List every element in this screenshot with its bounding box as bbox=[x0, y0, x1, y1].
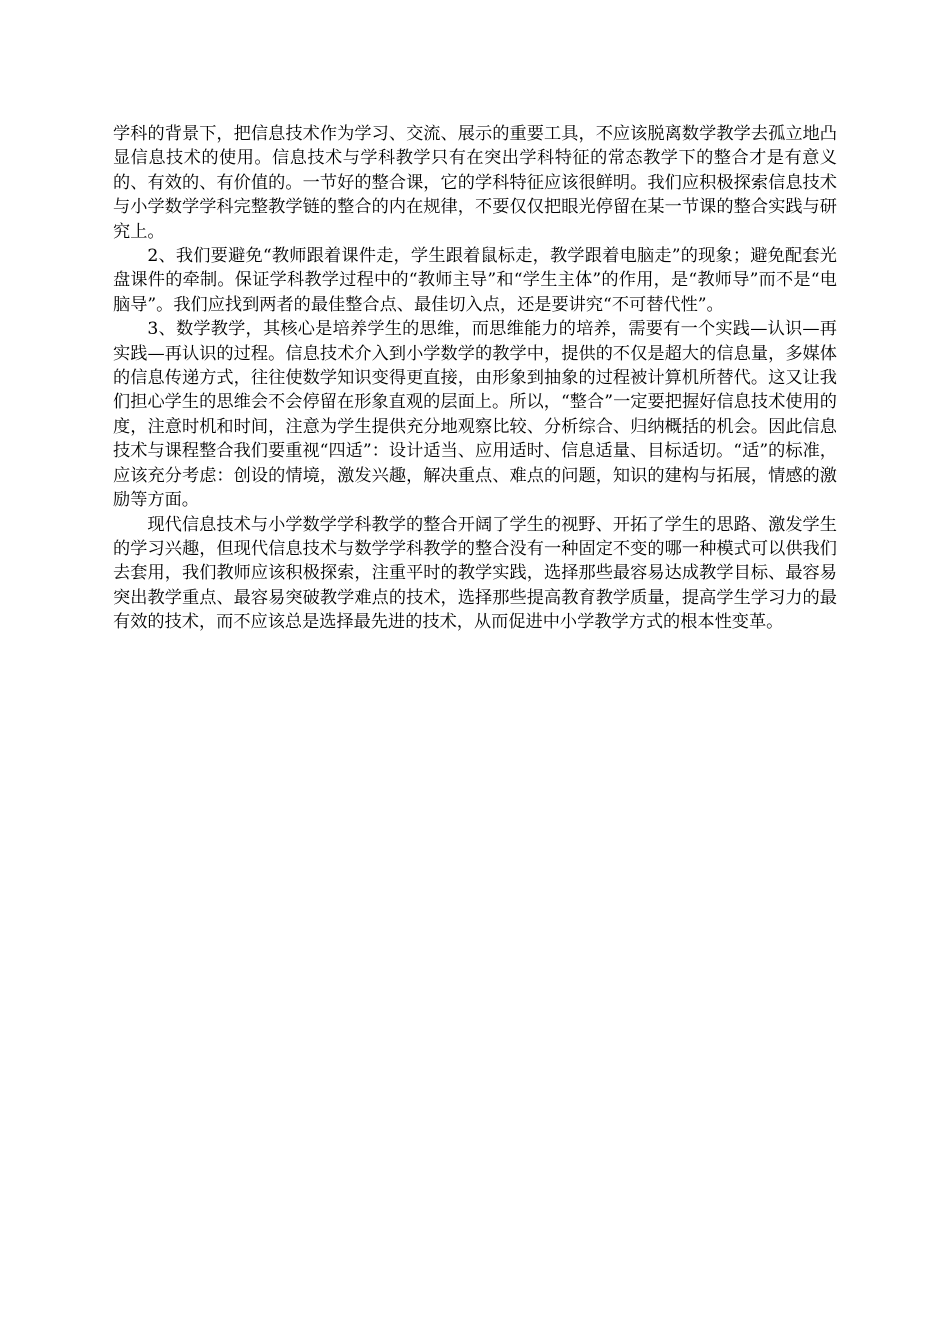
paragraph-point-3: 3、数学教学，其核心是培养学生的思维，而思维能力的培养，需要有一个实践—认识—再实践—再认识的过程。信息技术介入到小学数学的教学中，提供的不仅是超大的信息量，多媒体的信息传递方式，往往使数学知识变得更直接，由形象到抽象的过程被计算机所替代。这又让我们担心学生的思维会不会停留在形象直观的层面上。所以，“整合”一定要把握好信息技术使用的度，注意时机和时间，注意为学生提供充分地观察比较、分析综合、归纳概括的机会。因此信息技术与课程整合我们要重视“四适”：设计适当、应用适时、信息适量、目标适切。“适”的标准，应该充分考虑：创设的情境，激发兴趣，解决重点、难点的问题，知识的建构与拓展，情感的激励等方面。 bbox=[113, 319, 837, 511]
paragraph-point-2: 2、我们要避免“教师跟着课件走，学生跟着鼠标走，教学跟着电脑走”的现象；避免配套光盘课件的牵制。保证学科教学过程中的“教师主导”和“学生主体”的作用，是“教师导”而不是“电脑导”。我们应找到两者的最佳整合点、最佳切入点，还是要讲究“不可替代性”。 bbox=[113, 246, 837, 315]
paragraph-continuation: 学科的背景下，把信息技术作为学习、交流、展示的重要工具，不应该脱离数学教学去孤立地凸显信息技术的使用。信息技术与学科教学只有在突出学科特征的常态教学下的整合才是有意义的、有效的、有价值的。一节好的整合课，它的学科特征应该很鲜明。我们应积极探索信息技术与小学数学学科完整教学链的整合的内在规律，不要仅仅把眼光停留在某一节课的整合实践与研究上。 bbox=[113, 124, 837, 242]
paragraph-conclusion: 现代信息技术与小学数学学科教学的整合开阔了学生的视野、开拓了学生的思路、激发学生的学习兴趣，但现代信息技术与数学学科教学的整合没有一种固定不变的哪一种模式可以供我们去套用，我们教师应该积极探索，注重平时的教学实践，选择那些最容易达成教学目标、最容易突出教学重点、最容易突破教学难点的技术，选择那些提高教育教学质量，提高学生学习力的最有效的技术，而不应该总是选择最先进的技术，从而促进中小学教学方式的根本性变革。 bbox=[113, 514, 837, 633]
document-body bbox=[113, 122, 837, 635]
